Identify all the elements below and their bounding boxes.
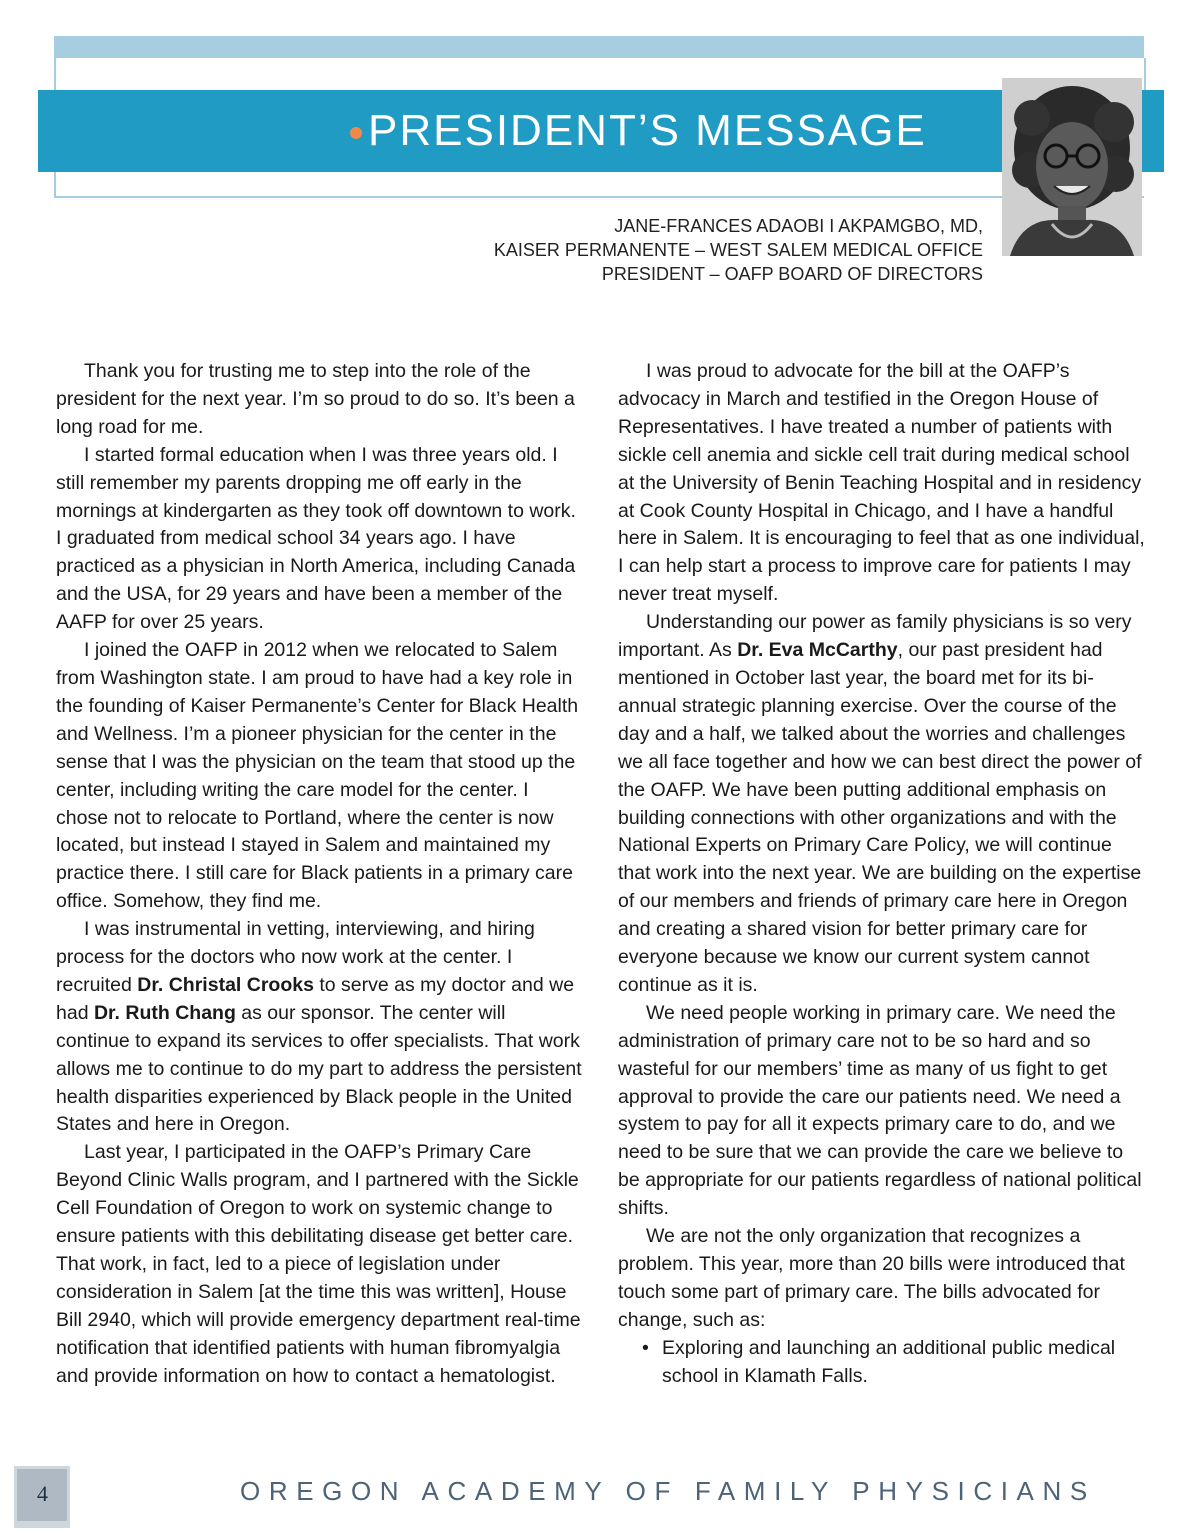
- paragraph: [56, 916, 584, 1139]
- paragraph: I started formal education when I was three years old. I still remember my parents dropping me off early in the mornings at kindergarten as they took off downtown to work. I graduated from medical school 34 years ago. I have practiced as a physician in North America, including Canada and the USA, for 29 years and have been a member of the AAFP for over 25 years.: [56, 443, 576, 634]
- text-run: Understanding our power as family physicians is so very important. As: [618, 611, 1132, 662]
- header-top-bar: [54, 36, 1144, 58]
- paragraph: We need people working in primary care. We need the administration of primary care not to be so hard and so wasteful for our members’ time as many of us fight to get approval to provide the care our patients need. We need a system to pay for all it expects primary care to do, and we need to be sure that we can provide the care we believe to be appropriate for our patients regardless of national political shifts.: [618, 1001, 1142, 1220]
- bold-name: Dr. Christal Crooks: [137, 973, 314, 996]
- author-portrait: [1002, 78, 1142, 256]
- text-run: to serve as my doctor and we had: [56, 973, 575, 1024]
- text-run: as our sponsor. The center will continue to expand its services to offer specialists. That work allows me to continue to do my part to address the persistent health disparities experienced by Black people in the United States and here in Oregon.: [56, 1001, 582, 1136]
- page-number: 4: [37, 1481, 48, 1506]
- bold-name: Dr. Ruth Chang: [93, 1001, 236, 1024]
- paragraph: We are not the only organization that recognizes a problem. This year, more than 20 bills were introduced that touch some part of primary care. The bills advocated for change, such as:: [618, 1225, 1125, 1331]
- page-number-box: [14, 1466, 70, 1524]
- text-run: I was instrumental in vetting, interviewing, and hiring process for the doctors who now work at the center. I recruited: [56, 918, 535, 996]
- author-name: JANE-FRANCES ADAOBI I AKPAMGBO, MD,: [614, 216, 983, 236]
- bullet-dot-icon: [350, 127, 362, 139]
- paragraph: Thank you for trusting me to step into the role of the president for the next year. I’m so proud to do so. It’s been a long road for me.: [56, 360, 575, 438]
- author-role: PRESIDENT – OAFP BOARD OF DIRECTORS: [601, 264, 983, 284]
- article-column-left: [56, 358, 584, 1391]
- author-byline: [494, 214, 983, 286]
- bold-name: Dr. Eva McCarthy: [737, 639, 898, 662]
- footer-organization: OREGON ACADEMY OF FAMILY PHYSICIANS: [240, 1476, 1096, 1506]
- footer-rule: [14, 1524, 70, 1528]
- paragraph: I joined the OAFP in 2012 when we relocated to Salem from Washington state. I am proud to have had a key role in the founding of Kaiser Permanente’s Center for Black Health and Wellness. I’m a pioneer physician for the center in the sense that I was the physician on the team that stood up the center, including writing the care model for the center. I chose not to relocate to Portland, where the center is now located, but instead I stayed in Salem and maintained my practice there. I still care for Black patients in a primary care office. Somehow, they find me.: [56, 639, 579, 913]
- page-title: PRESIDENT’S MESSAGE: [368, 106, 927, 155]
- bullet-list: [618, 1335, 1146, 1391]
- paragraph: I was proud to advocate for the bill at the OAFP’s advocacy in March and testified in the Oregon House of Representatives. I have treated a number of patients with sickle cell anemia and sickle cell trait during medical school at the University of Benin Teaching Hospital and in residency at Cook County Hospital in Chicago, and I have a handful here in Salem. It is encouraging to feel that as one individual, I can help start a process to improve care for patients I may never treat myself.: [618, 360, 1145, 606]
- header-title: [350, 100, 927, 162]
- paragraph: [618, 609, 1146, 1000]
- article-column-right: [618, 358, 1146, 1391]
- paragraph: Last year, I participated in the OAFP’s Primary Care Beyond Clinic Walls program, and I partnered with the Sickle Cell Foundation of Oregon to work on systemic change to ensure patients with this debilitating disease get better care. That work, in fact, led to a piece of legislation under consideration in Salem [at the time this was written], House Bill 2940, which will provide emergency department real-time notification that identified patients with human fibromyalgia and provide information on how to contact a hematologist.: [56, 1141, 581, 1387]
- bullet-item: • Exploring and launching an additional public medical school in Klamath Falls.: [618, 1335, 1146, 1391]
- portrait-illustration: [1002, 78, 1142, 256]
- text-run: , our past president had mentioned in October last year, the board met for its bi-annual strategic planning exercise. Over the course of the day and a half, we talked about the worries and challenges we all face together and how we can best direct the power of the OAFP. We have been putting additional emphasis on building connections with other organizations and with the National Experts on Primary Care Policy, we will continue that work into the next year. We are building on the expertise of our members and friends of primary care here in Oregon and creating a shared vision for better primary care for everyone because we know our current system cannot continue as it is.: [618, 639, 1142, 996]
- author-affiliation: KAISER PERMANENTE – WEST SALEM MEDICAL OFFICE: [493, 240, 983, 260]
